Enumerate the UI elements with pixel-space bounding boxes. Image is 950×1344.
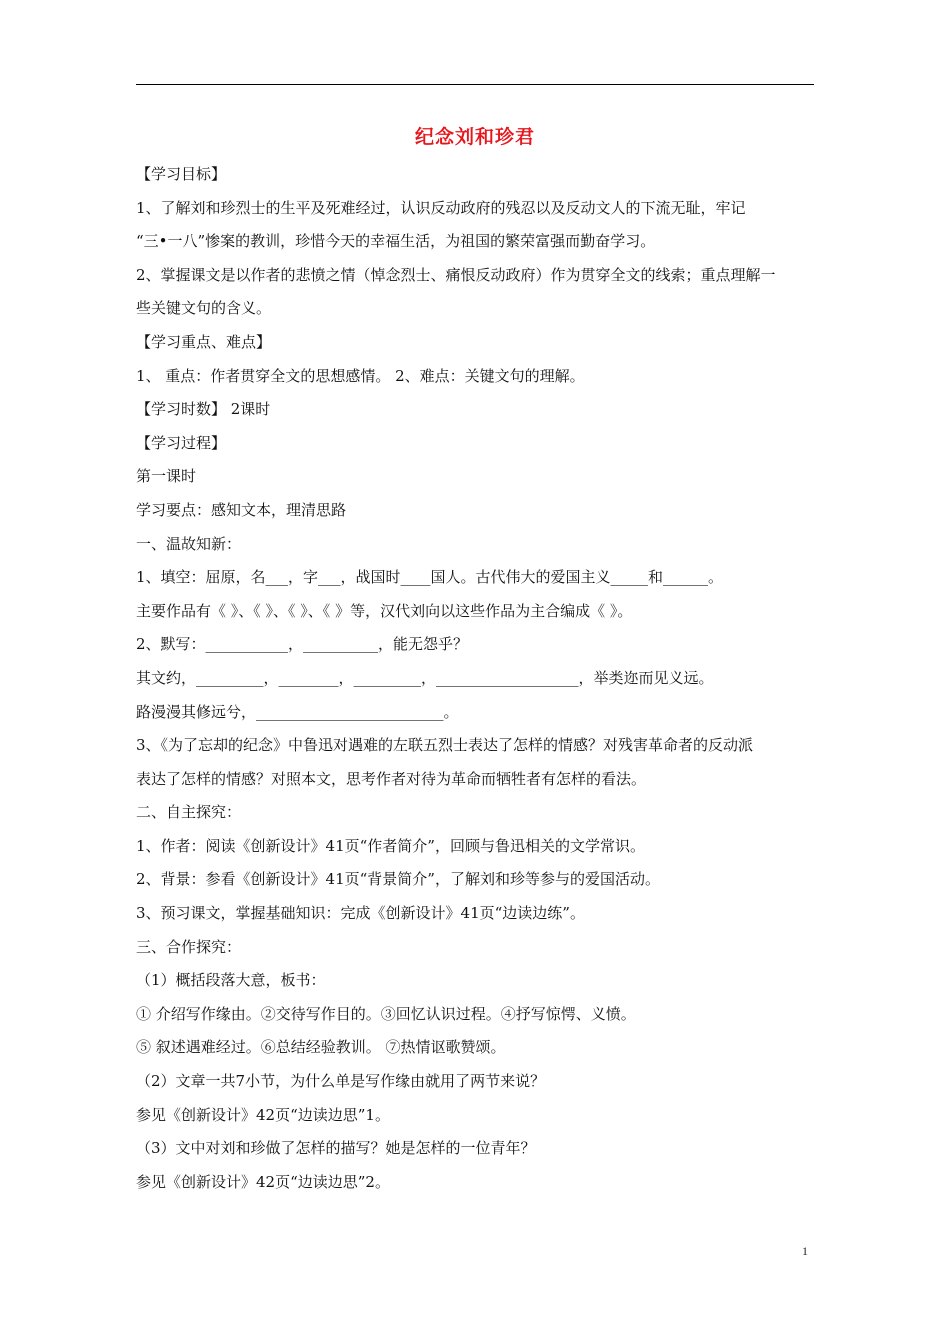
exercise-line: 路漫漫其修远兮，_________________________。 (136, 702, 459, 721)
section-heading-key-points: 【学习重点、难点】 (136, 332, 272, 351)
paragraph-line: 参见《创新设计》42页“边读边思”2。 (136, 1172, 390, 1191)
paragraph-line: （1）概括段落大意，板书： (136, 971, 326, 990)
paragraph-line: 1、 重点：作者贯穿全文的思想感情。 2、难点：关键文句的理解。 (136, 366, 585, 385)
paragraph-line: 2、掌握课文是以作者的悲愤之情（悼念烈士、痛恨反动政府）作为贯穿全文的线索；重点理解一 (136, 265, 776, 284)
paragraph-line: “三•一八”惨案的教训，珍惜今天的幸福生活，为祖国的繁荣富强而勤奋学习。 (136, 232, 656, 251)
paragraph-line: 参见《创新设计》42页“边读边思”1。 (136, 1105, 390, 1124)
section-heading-process: 【学习过程】 (136, 433, 227, 452)
paragraph-line: 些关键文句的含义。 (136, 299, 272, 318)
paragraph-line: 表达了怎样的情感？对照本文，思考作者对待为革命而牺牲者有怎样的看法。 (136, 769, 647, 788)
paragraph-line: ① 介绍写作缘由。②交待写作目的。③回忆认识过程。④抒写惊愕、义愤。 (136, 1004, 636, 1023)
header-rule (136, 84, 814, 85)
subsection-heading: 二、自主探究： (136, 803, 242, 822)
exercise-line: 其文约，_________，________，_________，___________________，举类迩而见义远。 (136, 668, 714, 687)
subsection-heading: 一、温故知新： (136, 534, 242, 553)
paragraph-line: 1、了解刘和珍烈士的生平及死难经过，认识反动政府的残忍以及反动文人的下流无耻，牢记 (136, 198, 746, 217)
exercise-line: 2、默写：___________，__________，能无怨乎？ (136, 635, 469, 654)
document-body (136, 158, 816, 1199)
paragraph-line: 2、背景：参看《创新设计》41页“背景简介”，了解刘和珍等参与的爱国活动。 (136, 870, 660, 889)
paragraph-line: （3）文中对刘和珍做了怎样的描写？她是怎样的一位青年？ (136, 1139, 536, 1158)
paragraph-line: 学习要点：感知文本，理清思路 (136, 500, 347, 519)
document-title: 纪念刘和珍君 (414, 126, 535, 148)
section-heading-objectives: 【学习目标】 (136, 165, 227, 183)
subsection-heading: 三、合作探究： (136, 937, 242, 956)
section-heading-hours: 【学习时数】 2课时 (136, 400, 271, 419)
paragraph-line: （2）文章一共7小节，为什么单是写作缘由就用了两节来说？ (136, 1072, 546, 1091)
paragraph-line: 3、预习课文，掌握基础知识：完成《创新设计》41页“边读边练”。 (136, 904, 585, 923)
exercise-line: 1、填空：屈原，名___，字___，战国时____国人。古代伟大的爱国主义_____和______。 (136, 568, 724, 587)
paragraph-line: 3、《为了忘却的纪念》中鲁迅对遇难的左联五烈士表达了怎样的情感？对残害革命者的反动派 (136, 736, 754, 755)
paragraph-line: 1、作者：阅读《创新设计》41页“作者简介”，回顾与鲁迅相关的文学常识。 (136, 836, 645, 855)
exercise-line: 主要作品有《 》、《 》、《 》、《 》等，汉代刘向以这些作品为主合编成《 》。 (136, 601, 633, 620)
page-number: 1 (802, 1244, 808, 1258)
paragraph-line: ⑤ 叙述遇难经过。⑥总结经验教训。 ⑦热情讴歌赞颂。 (136, 1038, 506, 1057)
paragraph-line: 第一课时 (136, 467, 197, 486)
